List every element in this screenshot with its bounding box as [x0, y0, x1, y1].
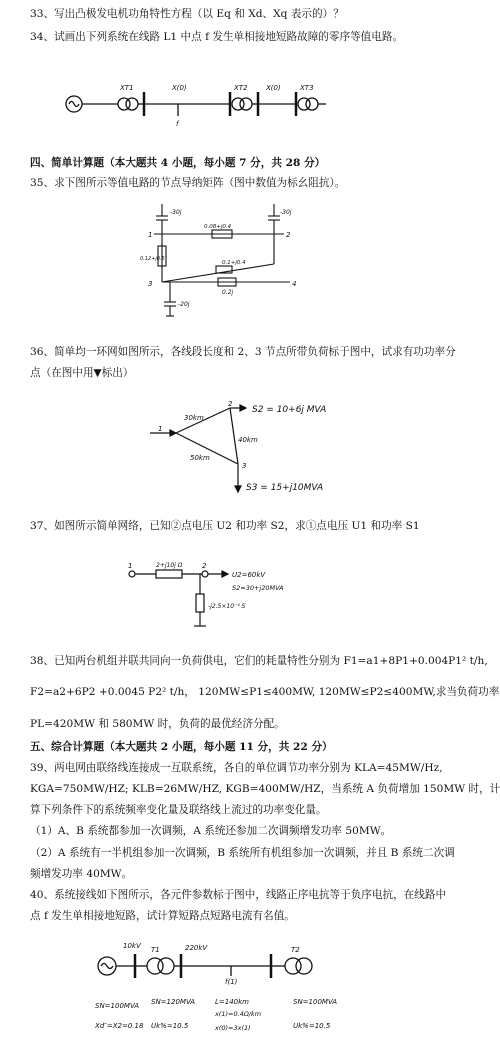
label-t1: T1	[151, 946, 160, 954]
node-1: 1	[158, 425, 163, 433]
label-10kv: 10kV	[123, 942, 141, 950]
label-z: 2+j10j Ω	[156, 562, 183, 569]
question-39-line1: 39、两电网由联络线连接成一互联系统，各自的单位调节功率分别为 KLA=45MW/Hz,	[30, 762, 443, 774]
label-z34: 0.2j	[222, 289, 234, 296]
figure-37-network	[128, 560, 328, 640]
line-x1: x(1)=0.4Ω/km	[215, 1010, 262, 1018]
load-s2: S2 = 10+6j MVA	[252, 405, 327, 415]
label-z12: 0.08+j0.4	[204, 224, 232, 230]
len-40km: 40km	[238, 436, 258, 444]
figure-40-system	[95, 938, 395, 1038]
node-2: 2	[228, 400, 233, 408]
label-u2: U2=60kV	[232, 571, 266, 579]
question-35: 35、求下图所示等值电路的节点导纳矩阵（图中数值为标幺阻抗）。	[30, 177, 346, 189]
question-39-line3: 算下列条件下的系统频率变化量及联络线上流过的功率变化量。	[30, 804, 327, 816]
question-38-line2: F2=a2+6P2 +0.0045 P2² t/h， 120MW≤P1≤400MW, 120MW≤P2≤400MW,求当负荷功率	[30, 686, 500, 698]
load-s3: S3 = 15+j10MVA	[246, 483, 324, 493]
line-length: L=140km	[215, 998, 249, 1006]
question-36-line1: 36、简单均一环网如图所示，各线段长度和 2、3 节点所带负荷标于图中，试求有功功率分	[30, 346, 456, 358]
node-3: 3	[148, 280, 153, 288]
label-t2: T2	[291, 946, 300, 954]
question-33: 33、写出凸极发电机功角特性方程（以 Eq 和 Xd、Xq 表示的）？	[30, 8, 344, 20]
label-xt3: XT3	[300, 84, 314, 92]
node-2: 2	[202, 562, 207, 570]
t2-sn: SN=100MVA	[293, 998, 338, 1006]
label-x0-2: X(0)	[266, 84, 281, 92]
figure-36-ring-network	[150, 398, 350, 498]
question-36-line2: 点（在图中用▼标出）	[30, 367, 134, 379]
label-c3: -20j	[178, 301, 190, 308]
question-39-line2: KGA=750MW/HZ; KLB=26MW/HZ, KGB=400MW/HZ，当系统 A 负荷增加 150MW 时，计	[30, 783, 500, 795]
node-1: 1	[128, 562, 133, 570]
question-39-part2b: 频增发功率 40MW。	[30, 868, 133, 880]
len-30km: 30km	[184, 414, 204, 422]
label-z13: 0.12+j0.5	[140, 256, 165, 262]
figure-34-system	[60, 72, 400, 128]
label-y: -j2.5×10⁻⁴ S	[208, 603, 246, 610]
label-x0-1: X(0)	[172, 84, 187, 92]
line-x0: x(0)=3x(1)	[215, 1024, 251, 1032]
question-38-line3: PL=420MW 和 580MW 时，负荷的最优经济分配。	[30, 718, 285, 730]
question-34: 34、试画出下列系统在线路 L1 中点 f 发生单相接地短路故障的零序等值电路。	[30, 31, 404, 43]
question-39-part2a: （2）A 系统有一半机组参加一次调频，B 系统所有机组参加一次调频，并且 B 系统二次调	[30, 847, 455, 859]
node-3: 3	[242, 462, 247, 470]
node-2: 2	[286, 231, 291, 239]
len-50km: 50km	[190, 454, 210, 462]
label-220kv: 220kV	[185, 944, 208, 952]
figure-35-circuit	[140, 202, 310, 322]
section-5-heading: 五、综合计算题（本大题共 2 小题，每小题 11 分，共 22 分）	[30, 741, 333, 753]
label-c2: -30j	[280, 209, 292, 216]
section-4-heading: 四、简单计算题（本大题共 4 小题，每小题 7 分，共 28 分）	[30, 157, 326, 169]
question-40-line2: 点 f 发生单相接地短路，试计算短路点短路电流有名值。	[30, 910, 295, 922]
label-f: f(1)	[225, 978, 238, 986]
label-s2: S2=30+j20MVA	[232, 584, 284, 592]
label-c1: -30j	[170, 209, 182, 216]
t2-uk: Uk%=10.5	[293, 1022, 331, 1030]
gen-x: Xd″=X2=0.18	[95, 1022, 144, 1030]
question-39-part1: （1）A、B 系统都参加一次调频，A 系统还参加二次调频增发功率 50MW。	[30, 825, 392, 837]
question-38-line1: 38、已知两台机组并联共同向一负荷供电，它们的耗量特性分别为 F1=a1+8P1+0.004P1² t/h,	[30, 655, 488, 667]
label-f: f	[176, 120, 179, 128]
t1-sn: SN=120MVA	[151, 998, 196, 1006]
node-1: 1	[148, 231, 153, 239]
label-xt2: XT2	[234, 84, 248, 92]
label-z23: 0.1+j0.4	[222, 260, 246, 266]
question-40-line1: 40、系统接线如下图所示，各元件参数标于图中，线路正序电抗等于负序电抗，在线路中	[30, 889, 447, 901]
question-37: 37、如图所示简单网络，已知②点电压 U2 和功率 S2，求①点电压 U1 和功率 S1	[30, 520, 420, 532]
t1-uk: Uk%=10.5	[151, 1022, 189, 1030]
node-4: 4	[292, 280, 297, 288]
gen-sn: SN=100MVA	[95, 1002, 140, 1010]
label-xt1: XT1	[120, 84, 134, 92]
